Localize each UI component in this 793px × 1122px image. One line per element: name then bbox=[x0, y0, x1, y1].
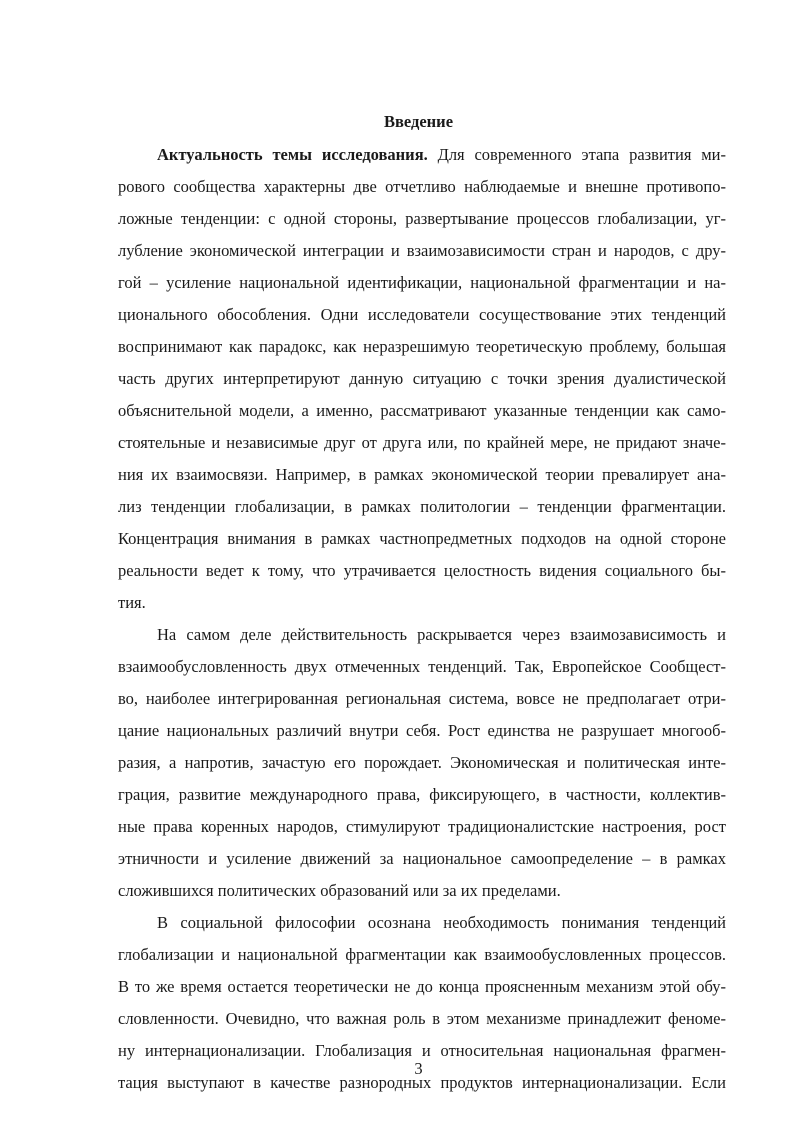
paragraph-1-lead: Актуальность темы исследования. bbox=[157, 145, 428, 164]
text-line: воспринимают как парадокс, как неразрешимую теоретическую проблему, большая bbox=[118, 337, 726, 356]
text-line: тация выступают в качестве разнородных продуктов интернационализации. Если bbox=[118, 1073, 726, 1092]
text-line: реальности ведет к тому, что утрачивается целостность видения социального бы- bbox=[118, 561, 726, 580]
page-number: 3 bbox=[414, 1059, 423, 1078]
paragraph-2-line-1: На самом деле действительность раскрывается через взаимозависимость и bbox=[157, 625, 726, 644]
text-line: лубление экономической интеграции и взаимозависимости стран и народов, с дру- bbox=[118, 241, 726, 260]
text-line: словленности. Очевидно, что важная роль в этом механизме принадлежит феноме- bbox=[118, 1009, 726, 1028]
section-heading: Введение bbox=[383, 112, 454, 131]
text-line: разия, а напротив, зачастую его порождает. Экономическая и политическая инте- bbox=[118, 753, 726, 772]
text-line: глобализации и национальной фрагментации как взаимообусловленных процессов. bbox=[118, 945, 726, 964]
text-line: В то же время остается теоретически не до конца проясненным механизм этой обу- bbox=[118, 977, 726, 996]
text-line: ные права коренных народов, стимулируют традиционалистские настроения, рост bbox=[118, 817, 726, 836]
text-line: Концентрация внимания в рамках частнопредметных подходов на одной стороне bbox=[118, 529, 726, 548]
text-line: ния их взаимосвязи. Например, в рамках экономической теории превалирует ана- bbox=[118, 465, 726, 484]
text-line: ну интернационализации. Глобализация и относительная национальная фрагмен- bbox=[118, 1041, 726, 1060]
text-line: ционального обособления. Одни исследователи сосуществование этих тенденций bbox=[118, 305, 726, 324]
text-line: рового сообщества характерны две отчетливо наблюдаемые и внешне противопо- bbox=[118, 177, 726, 196]
text-line: стоятельные и независимые друг от друга или, по крайней мере, не придают значе- bbox=[118, 433, 726, 452]
text-line: сложившихся политических образований или за их пределами. bbox=[118, 881, 561, 900]
text-line: цание национальных различий внутри себя. Рост единства не разрушает многооб- bbox=[118, 721, 726, 740]
paragraph-1-first-rest: Для современного этапа развития ми- bbox=[427, 145, 726, 164]
text-line: часть других интерпретируют данную ситуацию с точки зрения дуалистической bbox=[118, 369, 726, 388]
paragraph-1-line-1 bbox=[157, 144, 726, 166]
text-line: ложные тенденции: с одной стороны, развертывание процессов глобализации, уг- bbox=[118, 209, 726, 228]
text-line: объяснительной модели, а именно, рассматривают указанные тенденции как само- bbox=[118, 401, 726, 420]
text-line: взаимообусловленность двух отмеченных тенденций. Так, Европейское Сообщест- bbox=[118, 657, 726, 676]
text-line: грация, развитие международного права, фиксирующего, в частности, коллектив- bbox=[118, 785, 726, 804]
text-line: гой – усиление национальной идентификации, национальной фрагментации и на- bbox=[118, 273, 726, 292]
paragraph-3-line-1: В социальной философии осознана необходимость понимания тенденций bbox=[157, 913, 726, 932]
text-line: лиз тенденции глобализации, в рамках политологии – тенденции фрагментации. bbox=[118, 497, 726, 516]
text-line: тия. bbox=[118, 593, 146, 612]
text-line: во, наиболее интегрированная региональная система, вовсе не предполагает отри- bbox=[118, 689, 726, 708]
text-line: этничности и усиление движений за национальное самоопределение – в рамках bbox=[118, 849, 726, 868]
